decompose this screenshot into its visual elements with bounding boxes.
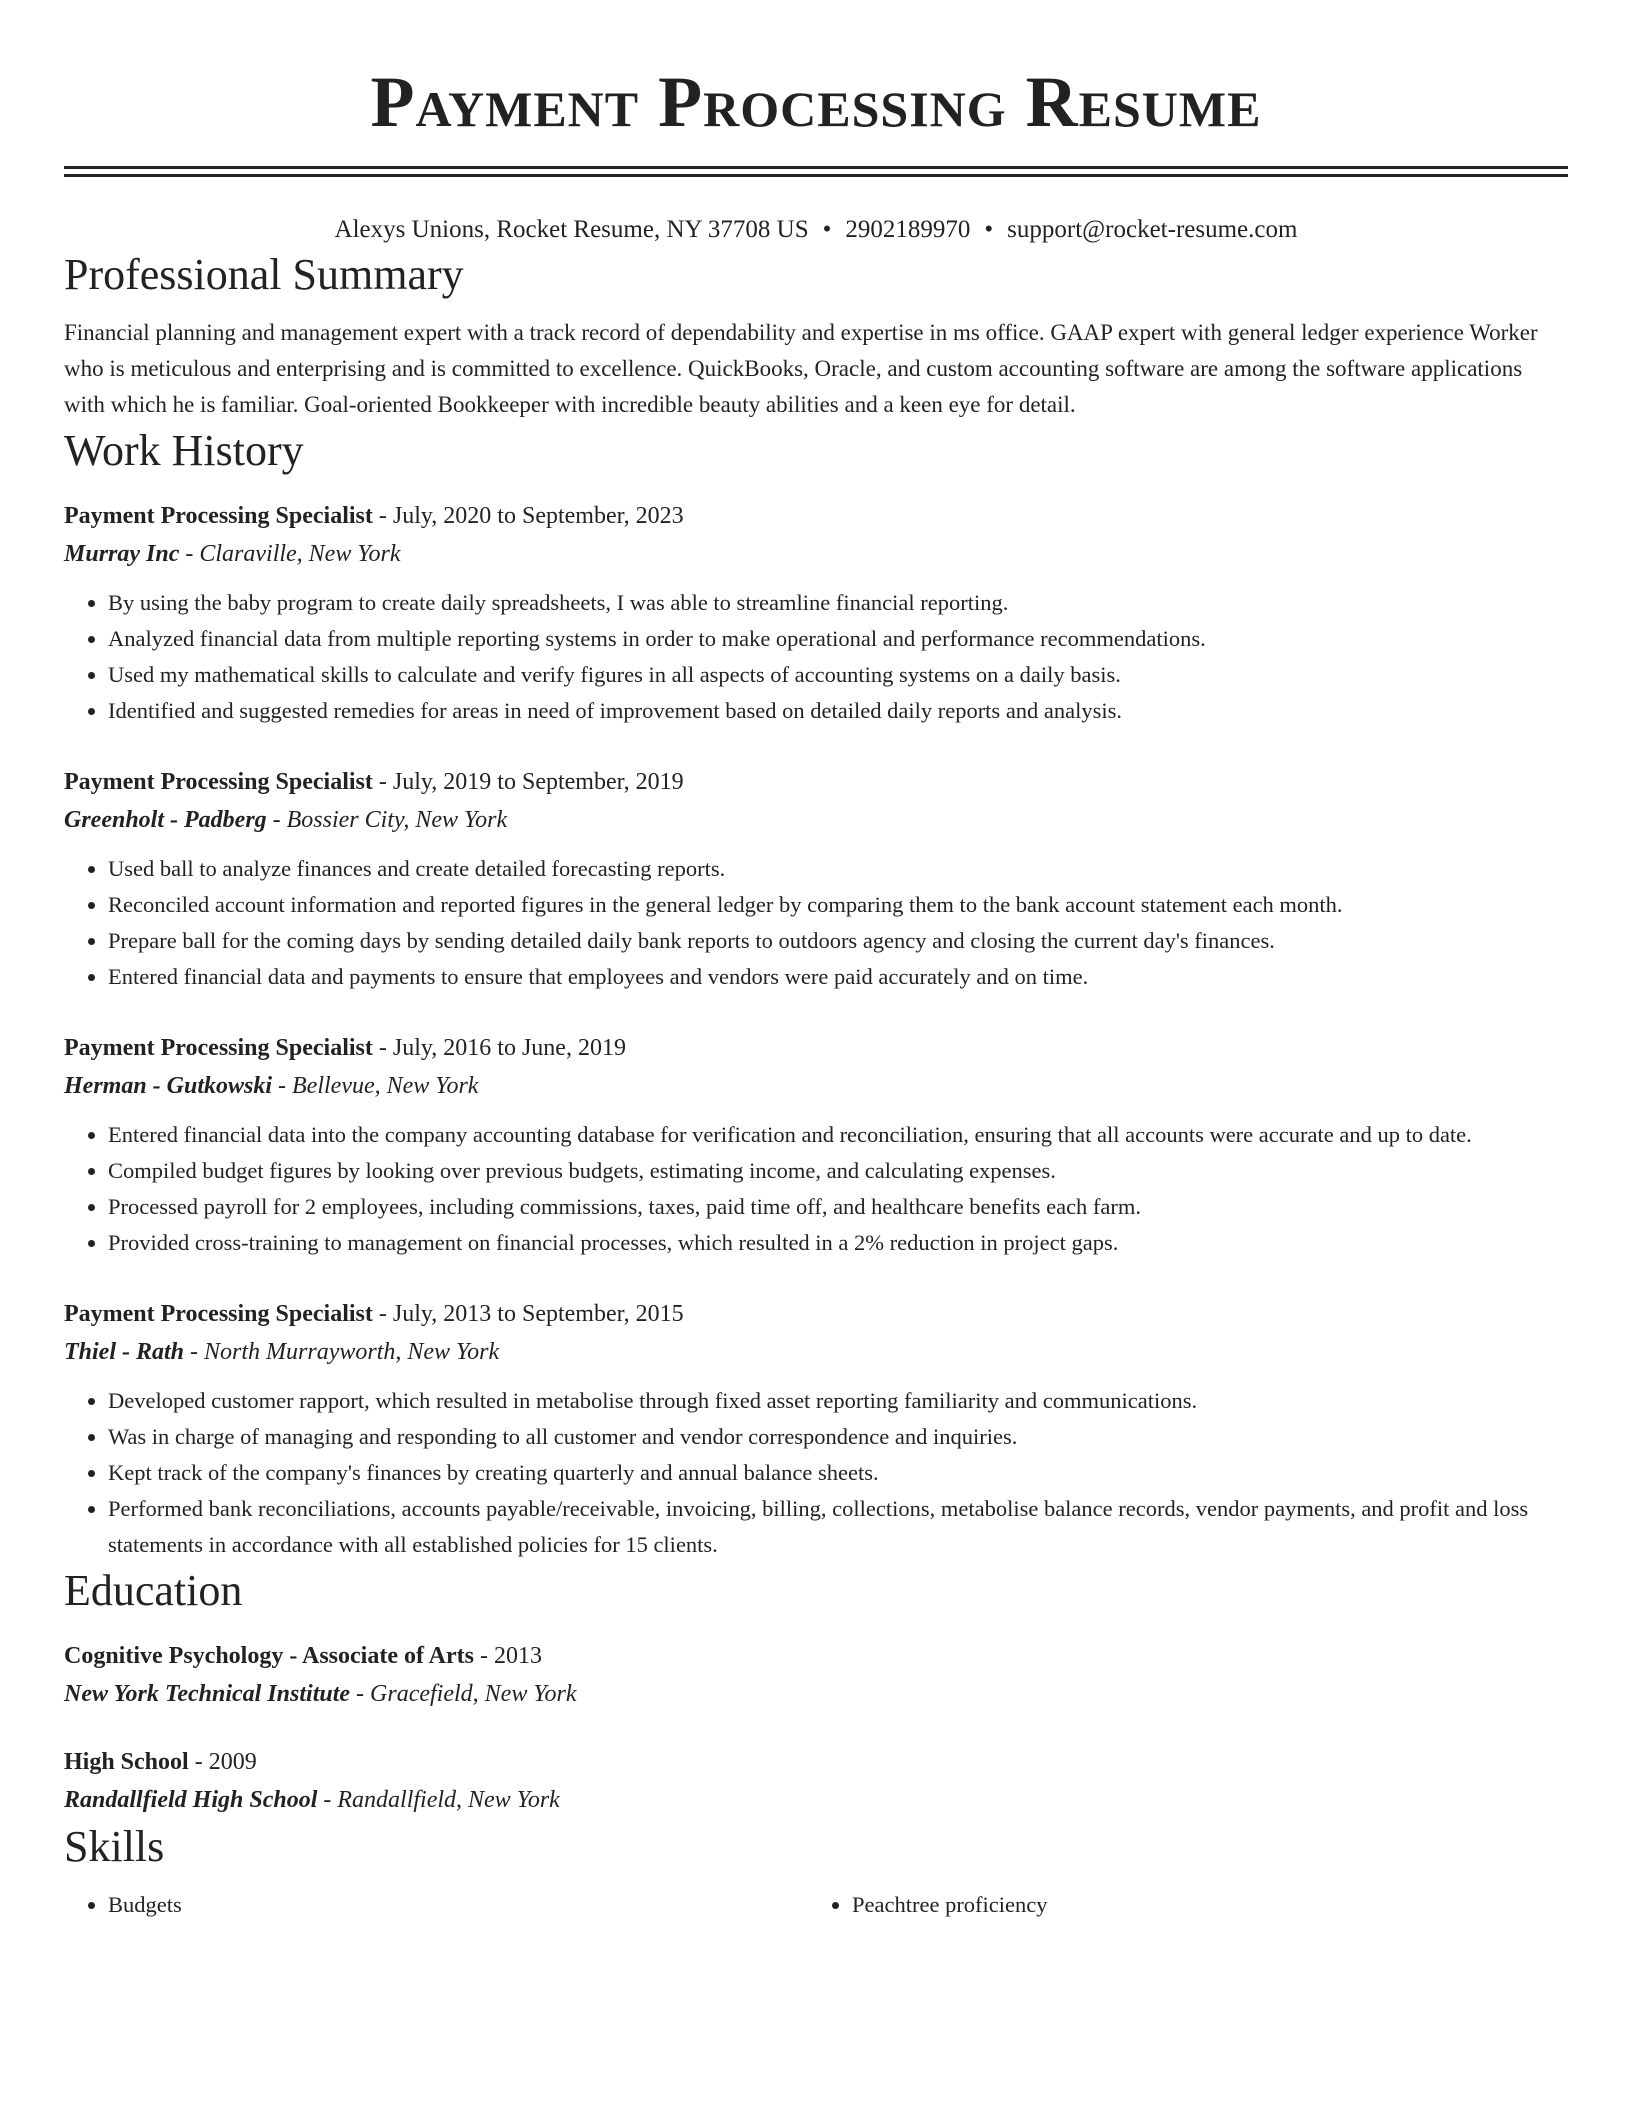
job-title-line [64,1295,1568,1333]
education-degree: Cognitive Psychology - Associate of Arts [64,1643,474,1669]
job-dates: - July, 2019 to September, 2019 [372,769,684,795]
job-company-line [64,801,1568,839]
list-item: • Compiled budget figures by looking over previous budgets, estimating income, and calculating expenses. [108,1153,1568,1189]
job-dates: - July, 2016 to June, 2019 [372,1035,626,1061]
list-item: • Kept track of the company's finances by creating quarterly and annual balance sheets. [108,1455,1568,1491]
education-school: Randallfield High School [64,1787,318,1813]
job-title: Payment Processing Specialist [64,769,373,795]
summary-text: Financial planning and management expert with a track record of dependability and expertise in ms office. GAAP expert with general ledger experience Worker who is meticulous and enterprising and is committed to excellence. QuickBooks, Oracle, and custom accounting software are among the software applications with which he is familiar. Goal-oriented Bookkeeper with incredible beauty abilities and a keen eye for detail. [64,320,1538,417]
list-item: • Used my mathematical skills to calculate and verify figures in all aspects of accounting systems on a daily basis. [108,657,1568,693]
contact-email: support@rocket-resume.com [1007,216,1298,243]
list-item: • Processed payroll for 2 employees, including commissions, taxes, paid time off, and healthcare benefits each farm. [108,1189,1568,1225]
skills-list [64,1887,1568,1923]
contact-address: Alexys Unions, Rocket Resume, NY 37708 US [334,216,809,243]
list-item: • Analyzed financial data from multiple reporting systems in order to make operational and performance recommendations. [108,621,1568,657]
job-company: Thiel - Rath [64,1339,185,1365]
job-dates: - July, 2020 to September, 2023 [372,503,684,529]
job-title: Payment Processing Specialist [64,1301,373,1327]
job-bullets [64,1383,1568,1563]
list-item: • Used ball to analyze finances and create detailed forecasting reports. [108,851,1568,887]
job-entry [64,497,1568,729]
skills-column-right [808,1887,1552,1923]
list-item: • Developed customer rapport, which resulted in metabolise through fixed asset reporting familiarity and communications. [108,1383,1568,1419]
title-divider [64,166,1568,177]
education-location: - Randallfield, New York [317,1787,560,1813]
job-entry [64,1295,1568,1563]
job-entry [64,763,1568,995]
job-company-line [64,1067,1568,1105]
job-bullets [64,585,1568,729]
job-location: - Claraville, New York [179,541,401,567]
list-item: • By using the baby program to create daily spreadsheets, I was able to streamline financial reporting. [108,585,1568,621]
job-bullets [64,851,1568,995]
job-company-line [64,1333,1568,1371]
list-item: • Peachtree proficiency [852,1887,1552,1923]
list-item: • Budgets [108,1887,808,1923]
education-location: - Gracefield, New York [350,1681,577,1707]
list-item: • Entered financial data into the company accounting database for verification and reconciliation, ensuring that all accounts were accurate and up to date. [108,1117,1568,1153]
contact-separator: • [822,216,832,243]
skills-column-left [64,1887,808,1923]
job-company: Greenholt - Padberg [64,807,267,833]
job-entry [64,1029,1568,1261]
job-bullets [64,1117,1568,1261]
job-company: Herman - Gutkowski [64,1073,273,1099]
education-school-line [64,1781,1568,1819]
contact-phone: 2902189970 [845,216,971,243]
contact-separator: • [984,216,994,243]
job-location: - Bellevue, New York [272,1073,479,1099]
education-year: - 2009 [188,1749,257,1775]
contact-line [64,213,1568,247]
job-title-line [64,1029,1568,1067]
resume-page [64,0,1568,1923]
resume-title: Payment Processing Resume [370,62,1262,142]
education-school: New York Technical Institute [64,1681,351,1707]
education-degree-line [64,1743,1568,1781]
education-school-line [64,1675,1568,1713]
job-company: Murray Inc [64,541,180,567]
job-location: - North Murrayworth, New York [184,1339,500,1365]
job-location: - Bossier City, New York [266,807,508,833]
job-dates: - July, 2013 to September, 2015 [372,1301,684,1327]
education-entry [64,1743,1568,1819]
work-history-heading: Work History [64,426,304,475]
job-title-line [64,497,1568,535]
job-company-line [64,535,1568,573]
education-degree: High School [64,1749,189,1775]
education-degree-line [64,1637,1568,1675]
skills-heading: Skills [64,1822,165,1871]
job-title: Payment Processing Specialist [64,503,373,529]
list-item: • Identified and suggested remedies for areas in need of improvement based on detailed daily reports and analysis. [108,693,1568,729]
education-year: - 2013 [473,1643,542,1669]
list-item: • Prepare ball for the coming days by sending detailed daily bank reports to outdoors agency and closing the current day's finances. [108,923,1568,959]
list-item: • Was in charge of managing and responding to all customer and vendor correspondence and inquiries. [108,1419,1568,1455]
summary-heading: Professional Summary [64,250,464,299]
list-item: • Entered financial data and payments to ensure that employees and vendors were paid accurately and on time. [108,959,1568,995]
list-item: • Performed bank reconciliations, accounts payable/receivable, invoicing, billing, collections, metabolise balance records, vendor payments, and profit and loss statements in accordance with all established policies for 15 clients. [108,1491,1568,1563]
job-title: Payment Processing Specialist [64,1035,373,1061]
list-item: • Reconciled account information and reported figures in the general ledger by comparing them to the bank account statement each month. [108,887,1568,923]
list-item: • Provided cross-training to management on financial processes, which resulted in a 2% reduction in project gaps. [108,1225,1568,1261]
job-title-line [64,763,1568,801]
education-heading: Education [64,1566,243,1615]
education-entry [64,1637,1568,1713]
